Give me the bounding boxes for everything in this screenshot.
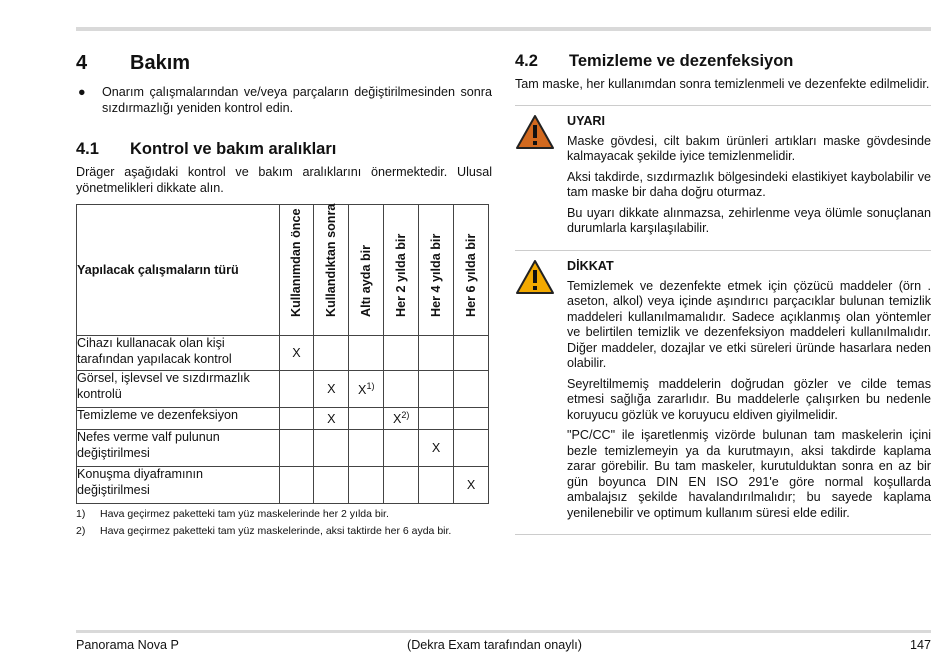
table-cell: $X^{1)}$	[349, 371, 384, 408]
table-row	[77, 430, 489, 467]
table-cell	[384, 336, 419, 371]
table-row	[77, 371, 489, 408]
table-cell	[349, 408, 384, 430]
caution-paragraph: Seyreltilmemiş maddelerin doğrudan gözler ve cilde temas etmesi sağlığa zararlıdır. Bu maddelerle çalışırken bu nedenle koruyucu gözlük ve koruyucu eldiven giyilmelidir.	[567, 376, 931, 422]
table-cell	[454, 336, 489, 371]
table-cell	[279, 430, 314, 467]
column-header: Altı ayda bir	[349, 205, 384, 336]
table-cell	[419, 336, 454, 371]
table-row-header: Yapılacak çalışmaların türü	[77, 205, 280, 336]
table-cell	[349, 336, 384, 371]
footer-product: Panorama Nova P	[76, 638, 179, 652]
footnote	[76, 508, 492, 521]
table-row	[77, 336, 489, 371]
table-cell	[454, 371, 489, 408]
footnote-ref: 1)	[366, 380, 375, 391]
table-cell	[384, 430, 419, 467]
table-row	[77, 408, 489, 430]
table-cell: $X^{2)}$	[384, 408, 419, 430]
table-cell	[349, 467, 384, 504]
section-42-heading	[515, 52, 931, 71]
table-cell	[384, 467, 419, 504]
table-cell	[419, 371, 454, 408]
caution-title: DİKKAT	[567, 258, 614, 273]
caution-body	[567, 259, 931, 527]
section-title: Kontrol ve bakım aralıkları	[130, 140, 337, 158]
footnote-key: 1)	[76, 508, 86, 520]
column-header: Her 2 yılda bir	[384, 205, 419, 336]
table-cell: X	[314, 371, 349, 408]
caution-paragraph: "PC/CC" ile işaretlenmiş vizörde bulunan tam maskelerin içini bezle temizlemeyin ya da kurutmayın, aksi takdirde kaplama zarar görebilir. Bu tam maskeler, kurutulduktan sonra en az bir gün boyunca DIN EN ISO 291'e göre normal koşullarda ambalajsız şekilde havalandırılmalıdır; bu sayede kaplama yenilenebilir ve optimum kullanım süresi elde edilir.	[567, 428, 931, 520]
footnote-ref: 2)	[401, 410, 410, 421]
row-label: Nefes verme valf pulunun değiştirilmesi	[77, 430, 280, 467]
section-4-heading	[76, 52, 492, 75]
warning-block	[515, 105, 931, 251]
bullet-item	[76, 85, 492, 116]
section-42-intro: Tam maske, her kullanımdan sonra temizlenmeli ve dezenfekte edilmelidir.	[515, 77, 930, 91]
section-number: 4.1	[76, 140, 99, 158]
maintenance-table	[76, 204, 489, 504]
row-label: Cihazı kullanacak olan kişi tarafından yapılacak kontrol	[77, 336, 280, 371]
table-cell	[314, 336, 349, 371]
column-header: Kullandıktan sonra	[314, 205, 349, 336]
column-header: Her 6 yılda bir	[454, 205, 489, 336]
footnote-text: Hava geçirmez paketteki tam yüz maskelerinde, aksi taktirde her 6 ayda bir.	[100, 525, 452, 537]
warning-paragraph: Bu uyarı dikkate alınmazsa, zehirlenme veya ölümle sonuçlanan durumlarla karşılaşılabilir.	[567, 205, 931, 235]
table-cell	[279, 467, 314, 504]
caution-paragraph: Temizlemek ve dezenfekte etmek için çözücü maddeler (örn . aseton, alkol) veya içinde aşındırıcı parçacıklar bulunan temizlik maddeleri kullanılmamalıdır. Sadece açıklanmış olan yöntemler ve belirtilen temizlik ve dezenfeksiyon maddeleri kullanılmalıdır. Diğer maddeler, dozajlar ve etki süreleri üründe hasarlara neden olabilir.	[567, 278, 931, 370]
table-header-row	[77, 205, 489, 336]
caution-triangle-icon	[515, 259, 567, 527]
table-cell: X	[314, 408, 349, 430]
warning-title: UYARI	[567, 113, 606, 128]
warning-paragraph: Aksi takdirde, sızdırmazlık bölgesindeki elastikiyet kaybolabilir ve tam maske bir daha doğru oturmaz.	[567, 169, 931, 199]
left-column	[76, 52, 492, 538]
section-number: 4	[76, 52, 88, 74]
column-header: Kullanımdan önce	[279, 205, 314, 336]
section-title: Temizleme ve dezenfeksiyon	[569, 52, 794, 70]
column-header: Her 4 yılda bir	[419, 205, 454, 336]
page-number: 147	[909, 638, 931, 652]
table-cell	[454, 408, 489, 430]
footnote-text: Hava geçirmez paketteki tam yüz maskelerinde her 2 yılda bir.	[100, 508, 389, 520]
table-row	[77, 467, 489, 504]
bullet-dot-icon: ●	[78, 85, 86, 99]
section-title: Bakım	[130, 52, 191, 74]
table-cell	[314, 467, 349, 504]
table-cell	[384, 371, 419, 408]
right-column	[515, 52, 931, 535]
table-cell	[279, 408, 314, 430]
section-41-heading	[76, 140, 492, 159]
table-cell	[279, 371, 314, 408]
section-number: 4.2	[515, 52, 538, 70]
bottom-rule	[76, 630, 931, 633]
top-rule	[76, 27, 931, 31]
table-cell	[349, 430, 384, 467]
caution-block	[515, 251, 931, 536]
row-label: Konuşma diyaframının değiştirilmesi	[77, 467, 280, 504]
table-cell	[454, 430, 489, 467]
row-label: Temizleme ve dezenfeksiyon	[77, 408, 280, 430]
warning-triangle-icon	[515, 114, 567, 242]
footer-approval: (Dekra Exam tarafından onaylı)	[407, 638, 582, 652]
row-label: Görsel, işlevsel ve sızdırmazlık kontrolü	[77, 371, 280, 408]
table-cell: X	[279, 336, 314, 371]
table-cell	[419, 408, 454, 430]
table-cell: X	[419, 430, 454, 467]
warning-paragraph: Maske gövdesi, cilt bakım ürünleri artıkları maske gövdesinde kalmayacak şekilde iyice temizlenmelidir.	[567, 133, 931, 163]
footnote	[76, 525, 492, 538]
warning-body	[567, 114, 931, 242]
table-cell	[314, 430, 349, 467]
table-cell	[419, 467, 454, 504]
section-41-intro: Dräger aşağıdaki kontrol ve bakım aralıklarını önermektedir. Ulusal yönetmelikleri dikkate alın.	[76, 165, 492, 195]
bullet-text: Onarım çalışmalarından ve/veya parçaların değiştirilmesinden sonra sızdırmazlığı yeniden kontrol edin.	[102, 85, 492, 115]
table-cell: X	[454, 467, 489, 504]
footnote-key: 2)	[76, 525, 86, 537]
